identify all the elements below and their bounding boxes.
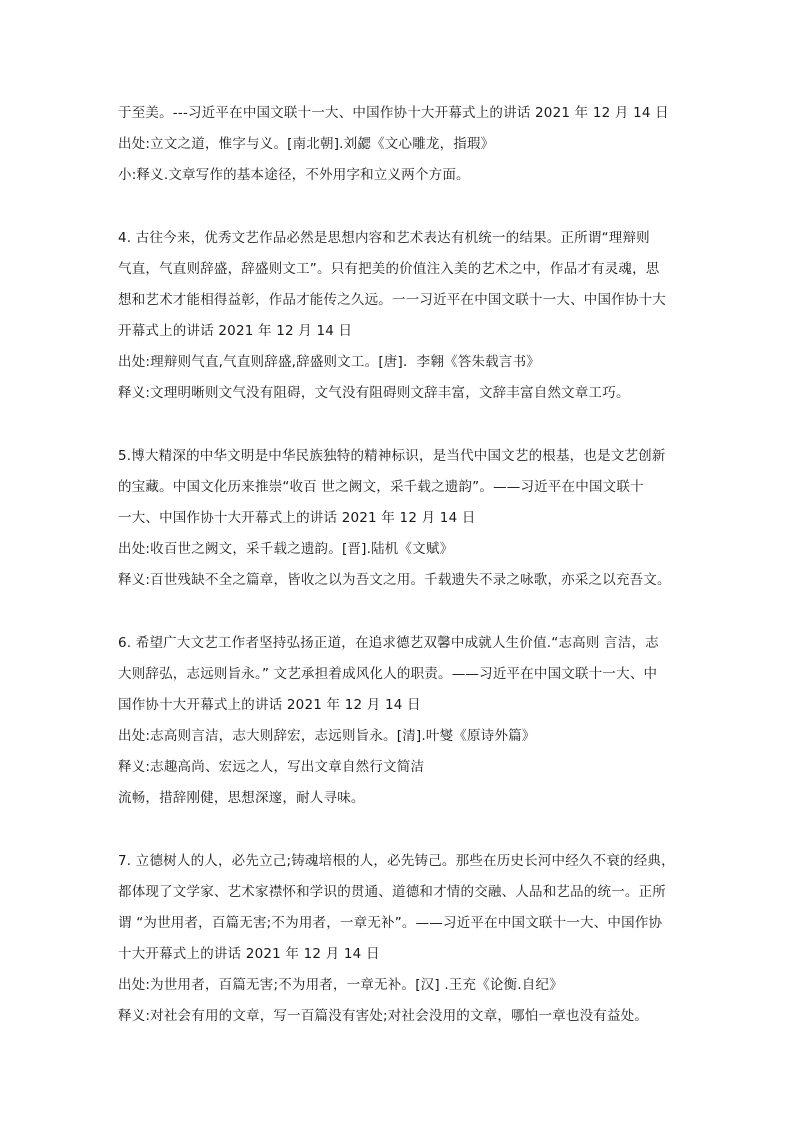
text-line: 出处:立文之道，惟字与义。[南北朝].刘勰《文心雕龙，指瑕》 bbox=[118, 136, 495, 152]
text-line: 出处:收百世之阙文，采千载之遗韵。[晋].陆机《文赋》 bbox=[118, 541, 454, 557]
text-line: 释义:文理明晰则文气没有阻碍，文气没有阻碍则文辞丰富，文辞丰富自然文章工巧。 bbox=[118, 385, 630, 401]
text-line: 开幕式上的讲话 2021 年 12 月 14 日 bbox=[118, 323, 353, 339]
text-line: 释义:对社会有用的文章，写一百篇没有害处;对社会没用的文章，哪怕一章也没有益处。 bbox=[118, 1008, 649, 1024]
text-line: 释义:志趣高尚、宏远之人，写出文章自然行文简洁 bbox=[118, 759, 425, 775]
text-line: 流畅，措辞刚健，思想深邃，耐人寻味。 bbox=[118, 790, 365, 806]
text-line: 想和艺术才能相得益彰，作品才能传之久远。一一习近平在中国文联十一大、中国作协十大 bbox=[118, 292, 666, 308]
text-line: 出处:理辩则气直,气直则辞盛,辞盛则文工。[唐]．李翱《答朱载言书》 bbox=[118, 354, 540, 370]
text-line: 出处:志高则言洁，志大则辞宏，志远则旨永。[清].叶燮《原诗外篇》 bbox=[118, 728, 536, 744]
text-line: 都体现了文学家、艺术家襟怀和学识的贯通、道德和才情的交融、人品和艺品的统一。正所 bbox=[118, 884, 666, 900]
text-line: 于至美。---习近平在中国文联十一大、中国作协十大开幕式上的讲话 2021 年 12 月 14 日 bbox=[118, 105, 669, 121]
text-line: 十大开幕式上的讲话 2021 年 12 月 14 日 bbox=[118, 946, 380, 962]
text-line: 谓 “为世用者，百篇无害;不为用者，一章无补”。——习近平在中国文联十一大、中国作协 bbox=[118, 915, 663, 931]
text-line: 4. 古往今来，优秀文艺作品必然是思想内容和艺术表达有机统一的结果。正所谓“理辩则 bbox=[118, 230, 650, 246]
text-line: 出处:为世用者，百篇无害;不为用者，一章无补。[汉] .王充《论衡.自纪》 bbox=[118, 977, 563, 993]
text-line: 国作协十大开幕式上的讲话 2021 年 12 月 14 日 bbox=[118, 697, 421, 713]
text-line: 一大、中国作协十大开幕式上的讲话 2021 年 12 月 14 日 bbox=[118, 510, 476, 526]
text-line: 7. 立德树人的人，必先立己;铸魂培根的人，必先铸己。那些在历史长河中经久不衰的经典， bbox=[118, 853, 675, 869]
text-line: 6. 希望广大文艺工作者坚持弘扬正道，在追求德艺双馨中成就人生价值.“志高则 言洁，志 bbox=[118, 635, 659, 651]
text-line: 释义:百世残缺不全之篇章，皆收之以为吾文之用。千载遗失不录之咏歌，亦采之以充吾文。 bbox=[118, 572, 671, 588]
text-line: 大则辞弘，志远则旨永。” 文艺承担着成风化人的职责。——习近平在中国文联十一大、中 bbox=[118, 666, 658, 682]
text-line: 气直，气直则辞盛，辞盛则文工”。只有把美的价值注入美的艺术之中，作品才有灵魂，思 bbox=[118, 261, 660, 277]
text-line: 5.博大精深的中华文明是中华民族独特的精神标识，是当代中国文艺的根基，也是文艺创新 bbox=[118, 448, 666, 464]
text-line: 小:释义.文章写作的基本途径，不外用字和立义两个方面。 bbox=[118, 167, 470, 183]
text-line: 的宝藏。中国文化历来推崇“收百 世之阙文，采千载之遗韵”。——习近平在中国文联十 bbox=[118, 479, 644, 495]
